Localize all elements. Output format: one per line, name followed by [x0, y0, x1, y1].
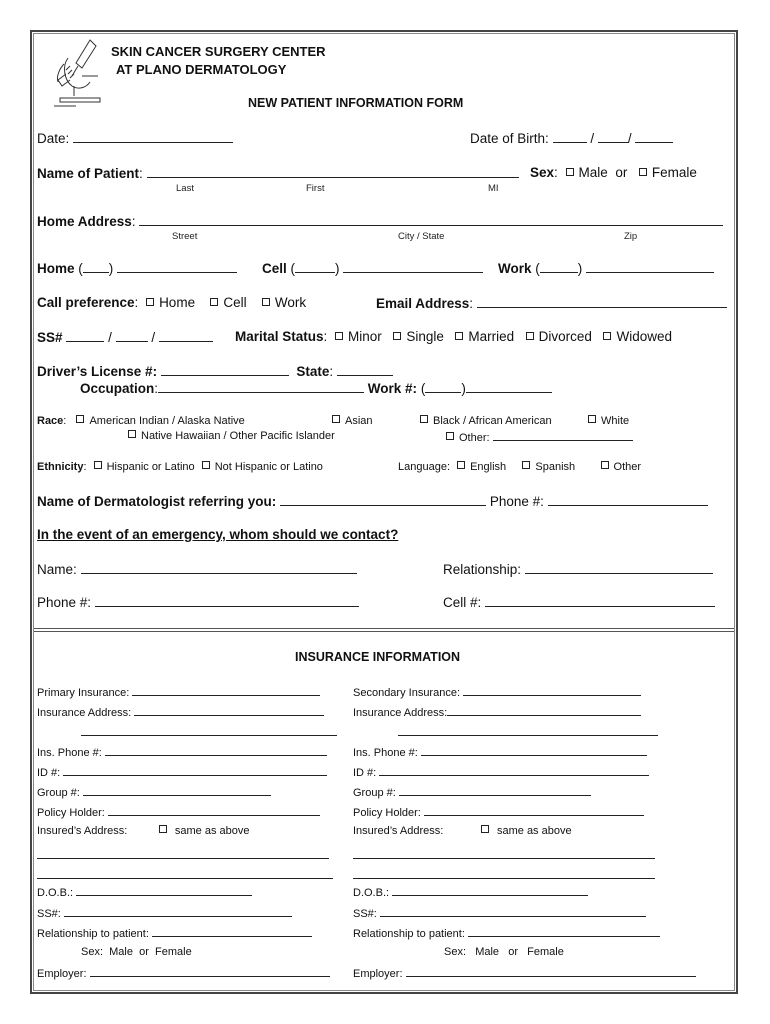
secondary-phone-row	[353, 745, 647, 759]
primary-phone-field[interactable]	[105, 745, 327, 756]
race-other	[442, 430, 633, 444]
race-ai-checkbox[interactable]	[76, 415, 84, 423]
marital-divorced-checkbox[interactable]	[526, 332, 534, 340]
secondary-sex-row	[444, 946, 564, 958]
license-field[interactable]	[161, 363, 289, 376]
eth-hispanic-label: Hispanic or Latino	[106, 461, 195, 473]
primary-same-label: same as above	[174, 825, 250, 837]
ss-part1-field[interactable]	[66, 329, 104, 342]
paren: (	[535, 261, 540, 276]
date-label: Date:	[37, 131, 70, 146]
paren: )	[108, 261, 114, 276]
addr-sub-zip: Zip	[624, 231, 638, 242]
ethnicity-label: Ethnicity	[37, 461, 84, 473]
primary-address-line2	[81, 725, 337, 739]
race-other-label: Other:	[459, 432, 490, 444]
primary-address-label: Insurance Address:	[37, 707, 132, 719]
emergency-relationship-label: Relationship:	[443, 562, 522, 577]
lang-other-label: Other	[613, 461, 642, 473]
primary-id-label: ID #:	[37, 767, 61, 779]
addr-sub-street: Street	[172, 231, 198, 242]
primary-sex-or: or	[139, 946, 149, 958]
paren: )	[335, 261, 340, 276]
dob-sep: /	[590, 131, 595, 146]
secondary-group-label: Group #:	[353, 787, 396, 799]
occupation-field[interactable]	[158, 380, 364, 393]
marital-married-label: Married	[468, 329, 515, 344]
marital-married-checkbox[interactable]	[455, 332, 463, 340]
name-sub-last: Last	[176, 183, 194, 194]
secondary-insurance-row	[353, 685, 641, 699]
primary-sex-male[interactable]: Male	[109, 946, 133, 958]
ss-label: SS#	[37, 330, 63, 345]
primary-insured-address-line1	[37, 848, 329, 862]
primary-address-field[interactable]	[134, 705, 324, 716]
secondary-relationship-field[interactable]	[468, 926, 660, 937]
occupation-row: Occupation: Work #: ( )	[80, 380, 552, 396]
primary-group-field[interactable]	[83, 785, 271, 796]
secondary-id-label: ID #:	[353, 767, 377, 779]
primary-dob-field[interactable]	[76, 885, 252, 896]
call-cell-label: Cell	[223, 295, 247, 310]
primary-same-checkbox[interactable]	[159, 825, 167, 833]
cell-phone-field[interactable]	[343, 260, 483, 273]
work-number-label: Work #:	[367, 381, 418, 396]
secondary-address-line2	[398, 725, 658, 739]
lang-english-label: English	[470, 461, 507, 473]
secondary-sex-male[interactable]: Male	[475, 946, 500, 958]
address-label: Home Address	[37, 214, 132, 229]
marital-single-label: Single	[406, 329, 444, 344]
marital-minor-label: Minor	[348, 329, 382, 344]
secondary-holder-label: Policy Holder:	[353, 807, 421, 819]
primary-address-field-2[interactable]	[81, 725, 337, 736]
primary-id-row	[37, 765, 327, 779]
secondary-insured-address-label: Insured’s Address:	[353, 825, 444, 837]
race-other-field[interactable]	[493, 430, 633, 441]
sex-female-checkbox[interactable]	[639, 168, 647, 176]
call-cell-checkbox[interactable]	[210, 298, 218, 306]
emergency-cell-label: Cell #:	[443, 595, 482, 610]
secondary-employer-row	[353, 966, 696, 980]
race-white	[584, 415, 629, 427]
name-sub-first: First	[306, 183, 325, 194]
marital-widowed-label: Widowed	[616, 329, 672, 344]
occupation-label: Occupation	[80, 381, 155, 396]
primary-dob-label: D.O.B.:	[37, 887, 74, 899]
call-preference-row: Call preference: Home Cell Work	[37, 295, 307, 310]
secondary-address-label: Insurance Address:	[353, 707, 448, 719]
microscope-icon	[52, 36, 112, 108]
cell-phone-label: Cell	[262, 261, 287, 276]
primary-phone-row	[37, 745, 327, 759]
call-pref-label: Call preference	[37, 295, 135, 310]
race-white-label: White	[601, 415, 630, 427]
primary-sex-row	[81, 946, 192, 958]
dob-year-field[interactable]	[635, 130, 673, 143]
emergency-cell-field[interactable]	[485, 594, 715, 607]
sex-label: Sex	[530, 165, 555, 180]
secondary-relationship-label: Relationship to patient:	[353, 928, 465, 940]
primary-insured-address-field-1[interactable]	[37, 848, 329, 859]
ss-part2-field[interactable]	[116, 329, 148, 342]
addr-sub-city: City / State	[398, 231, 445, 242]
secondary-insured-address-field-2[interactable]	[353, 868, 655, 879]
work-number-area-field[interactable]	[425, 380, 461, 393]
email-row: Email Address:	[376, 295, 727, 311]
dermatologist-phone-label: Phone #:	[489, 494, 544, 509]
primary-address-row	[37, 705, 324, 719]
primary-employer-field[interactable]	[90, 966, 330, 977]
emergency-name-row	[37, 561, 357, 577]
eth-not-hispanic-label: Not Hispanic or Latino	[214, 461, 323, 473]
work-phone-label: Work	[498, 261, 532, 276]
form-title: NEW PATIENT INFORMATION FORM	[248, 96, 464, 110]
state-field[interactable]	[337, 363, 393, 376]
dob-day-field[interactable]	[598, 130, 628, 143]
primary-employer-label: Employer:	[37, 968, 87, 980]
emergency-relationship-field[interactable]	[525, 561, 713, 574]
primary-relationship-label: Relationship to patient:	[37, 928, 149, 940]
lang-spanish-label: Spanish	[535, 461, 576, 473]
marital-row: Marital Status: Minor Single Married Divorced Widowed	[235, 329, 672, 344]
ethnicity-row: Ethnicity: Hispanic or Latino Not Hispanic or Latino	[37, 461, 323, 473]
patient-name-row: Name of Patient:	[37, 165, 519, 181]
primary-holder-label: Policy Holder:	[37, 807, 105, 819]
primary-insured-address-row	[37, 825, 249, 837]
state-label: State	[296, 364, 330, 379]
secondary-sex-female[interactable]: Female	[527, 946, 564, 958]
email-field[interactable]	[477, 295, 727, 308]
secondary-ss-row	[353, 906, 646, 920]
patient-name-field[interactable]	[147, 165, 519, 178]
race-ai-label: American Indian / Alaska Native	[89, 415, 245, 427]
race-nh-label: Native Hawaiian / Other Pacific Islander	[141, 430, 335, 442]
work-phone-field[interactable]	[586, 260, 714, 273]
secondary-sex-or: or	[508, 946, 518, 958]
emergency-phone-row	[37, 594, 359, 610]
race-black-checkbox[interactable]	[420, 415, 428, 423]
race-other-checkbox[interactable]	[446, 432, 454, 440]
cell-phone-row	[262, 260, 483, 276]
secondary-ss-field[interactable]	[380, 906, 646, 917]
secondary-insured-address-line1	[353, 848, 655, 862]
secondary-sex-label: Sex:	[444, 946, 467, 958]
secondary-address-field[interactable]	[447, 705, 641, 716]
home-phone-label: Home	[37, 261, 75, 276]
race-nh	[124, 430, 335, 442]
secondary-phone-label: Ins. Phone #:	[353, 747, 418, 759]
race-black	[416, 415, 552, 427]
primary-phone-label: Ins. Phone #:	[37, 747, 102, 759]
section-divider	[34, 628, 734, 629]
language-label: Language:	[398, 461, 450, 473]
sex-row: Sex: Male or Female	[530, 165, 697, 180]
paren: (	[420, 381, 426, 396]
race-asian	[328, 415, 373, 427]
home-address-row: Home Address:	[37, 213, 723, 229]
secondary-address-field-2[interactable]	[398, 725, 658, 736]
home-address-field[interactable]	[139, 213, 723, 226]
ss-sep: /	[108, 330, 112, 345]
secondary-group-field[interactable]	[399, 785, 591, 796]
paren: )	[577, 261, 583, 276]
primary-group-label: Group #:	[37, 787, 80, 799]
home-phone-row	[37, 260, 237, 276]
race-asian-checkbox[interactable]	[332, 415, 340, 423]
secondary-group-row	[353, 785, 591, 799]
secondary-employer-field[interactable]	[406, 966, 696, 977]
secondary-same-label: same as above	[496, 825, 572, 837]
lang-other-checkbox[interactable]	[601, 461, 609, 469]
primary-id-field[interactable]	[63, 765, 327, 776]
paren: (	[78, 261, 83, 276]
emergency-cell-row	[443, 594, 715, 610]
marital-widowed-checkbox[interactable]	[603, 332, 611, 340]
name-label: Name of Patient	[37, 166, 140, 181]
work-area-field[interactable]	[540, 260, 578, 273]
dob-label: Date of Birth:	[470, 131, 549, 146]
dermatologist-row	[37, 493, 708, 509]
lang-english-checkbox[interactable]	[457, 461, 465, 469]
work-phone-row	[498, 260, 714, 276]
primary-insurance-field[interactable]	[132, 685, 320, 696]
primary-ss-field[interactable]	[64, 906, 292, 917]
secondary-insured-address-row	[353, 825, 572, 837]
call-home-label: Home	[159, 295, 196, 310]
secondary-dob-label: D.O.B.:	[353, 887, 390, 899]
race-asian-label: Asian	[345, 415, 373, 427]
dermatologist-phone-field[interactable]	[548, 493, 708, 506]
emergency-phone-label: Phone #:	[37, 595, 92, 610]
marital-label: Marital Status	[235, 329, 324, 344]
emergency-heading: In the event of an emergency, whom should we contact?	[37, 527, 399, 542]
dob-sep: /	[627, 131, 632, 146]
ss-row	[37, 329, 213, 345]
primary-relationship-row	[37, 926, 312, 940]
date-field[interactable]	[73, 130, 233, 143]
primary-insured-address-field-2[interactable]	[37, 868, 333, 879]
primary-holder-field[interactable]	[108, 805, 320, 816]
license-row: Driver’s License #: State:	[37, 363, 393, 379]
license-label: Driver’s License #:	[37, 364, 158, 379]
date-row	[37, 130, 233, 146]
call-work-checkbox[interactable]	[262, 298, 270, 306]
primary-holder-row	[37, 805, 320, 819]
primary-sex-label: Sex:	[81, 946, 104, 958]
insurance-heading: INSURANCE INFORMATION	[295, 650, 461, 664]
dermatologist-field[interactable]	[280, 493, 486, 506]
marital-minor-checkbox[interactable]	[335, 332, 343, 340]
primary-relationship-field[interactable]	[152, 926, 312, 937]
cell-area-field[interactable]	[295, 260, 335, 273]
secondary-holder-row	[353, 805, 644, 819]
secondary-insurance-label: Secondary Insurance:	[353, 687, 461, 699]
primary-sex-female[interactable]: Female	[155, 946, 192, 958]
lang-spanish-checkbox[interactable]	[522, 461, 530, 469]
primary-insured-address-label: Insured’s Address:	[37, 825, 128, 837]
emergency-phone-field[interactable]	[95, 594, 359, 607]
primary-ss-label: SS#:	[37, 908, 61, 920]
marital-divorced-label: Divorced	[538, 329, 592, 344]
primary-ss-row	[37, 906, 292, 920]
primary-dob-row	[37, 885, 252, 899]
race-black-label: Black / African American	[433, 415, 552, 427]
name-sub-mi: MI	[488, 183, 499, 194]
secondary-holder-field[interactable]	[424, 805, 644, 816]
paren: )	[461, 381, 466, 396]
paren: (	[290, 261, 296, 276]
emergency-name-label: Name:	[37, 562, 77, 577]
secondary-insured-address-line2	[353, 868, 655, 882]
sex-female-label: Female	[651, 165, 697, 180]
emergency-name-field[interactable]	[81, 561, 357, 574]
secondary-employer-label: Employer:	[353, 968, 403, 980]
ss-part3-field[interactable]	[159, 329, 213, 342]
work-number-field[interactable]	[466, 380, 552, 393]
race-label: Race	[37, 415, 64, 427]
primary-insurance-row	[37, 685, 320, 699]
secondary-dob-field[interactable]	[392, 885, 588, 896]
dob-month-field[interactable]	[553, 130, 587, 143]
marital-single-checkbox[interactable]	[393, 332, 401, 340]
secondary-same-checkbox[interactable]	[481, 825, 489, 833]
race-row: Race: American Indian / Alaska Native	[37, 415, 245, 427]
call-work-label: Work	[274, 295, 307, 310]
secondary-insured-address-field-1[interactable]	[353, 848, 655, 859]
race-white-checkbox[interactable]	[588, 415, 596, 423]
secondary-dob-row	[353, 885, 588, 899]
secondary-insurance-field[interactable]	[463, 685, 641, 696]
org-name-line1: SKIN CANCER SURGERY CENTER	[111, 44, 326, 59]
language-row	[398, 461, 641, 473]
org-name-line2: AT PLANO DERMATOLOGY	[116, 62, 287, 77]
secondary-address-row	[353, 705, 641, 719]
secondary-id-field[interactable]	[379, 765, 649, 776]
sex-or: or	[615, 165, 628, 180]
secondary-relationship-row	[353, 926, 660, 940]
ss-sep: /	[151, 330, 156, 345]
eth-hispanic-checkbox[interactable]	[94, 461, 102, 469]
primary-group-row	[37, 785, 271, 799]
secondary-ss-label: SS#:	[353, 908, 377, 920]
home-area-field[interactable]	[83, 260, 109, 273]
home-phone-field[interactable]	[117, 260, 237, 273]
section-divider	[34, 631, 734, 632]
race-nh-checkbox[interactable]	[128, 430, 136, 438]
call-home-checkbox[interactable]	[146, 298, 154, 306]
dob-row	[470, 130, 673, 146]
eth-not-hispanic-checkbox[interactable]	[202, 461, 210, 469]
email-label: Email Address	[376, 296, 470, 311]
primary-insurance-label: Primary Insurance:	[37, 687, 130, 699]
sex-male-label: Male	[578, 165, 608, 180]
secondary-id-row	[353, 765, 649, 779]
emergency-relationship-row	[443, 561, 713, 577]
primary-insured-address-line2	[37, 868, 333, 882]
primary-employer-row	[37, 966, 330, 980]
sex-male-checkbox[interactable]	[566, 168, 574, 176]
secondary-phone-field[interactable]	[421, 745, 647, 756]
dermatologist-label: Name of Dermatologist referring you:	[37, 494, 277, 509]
